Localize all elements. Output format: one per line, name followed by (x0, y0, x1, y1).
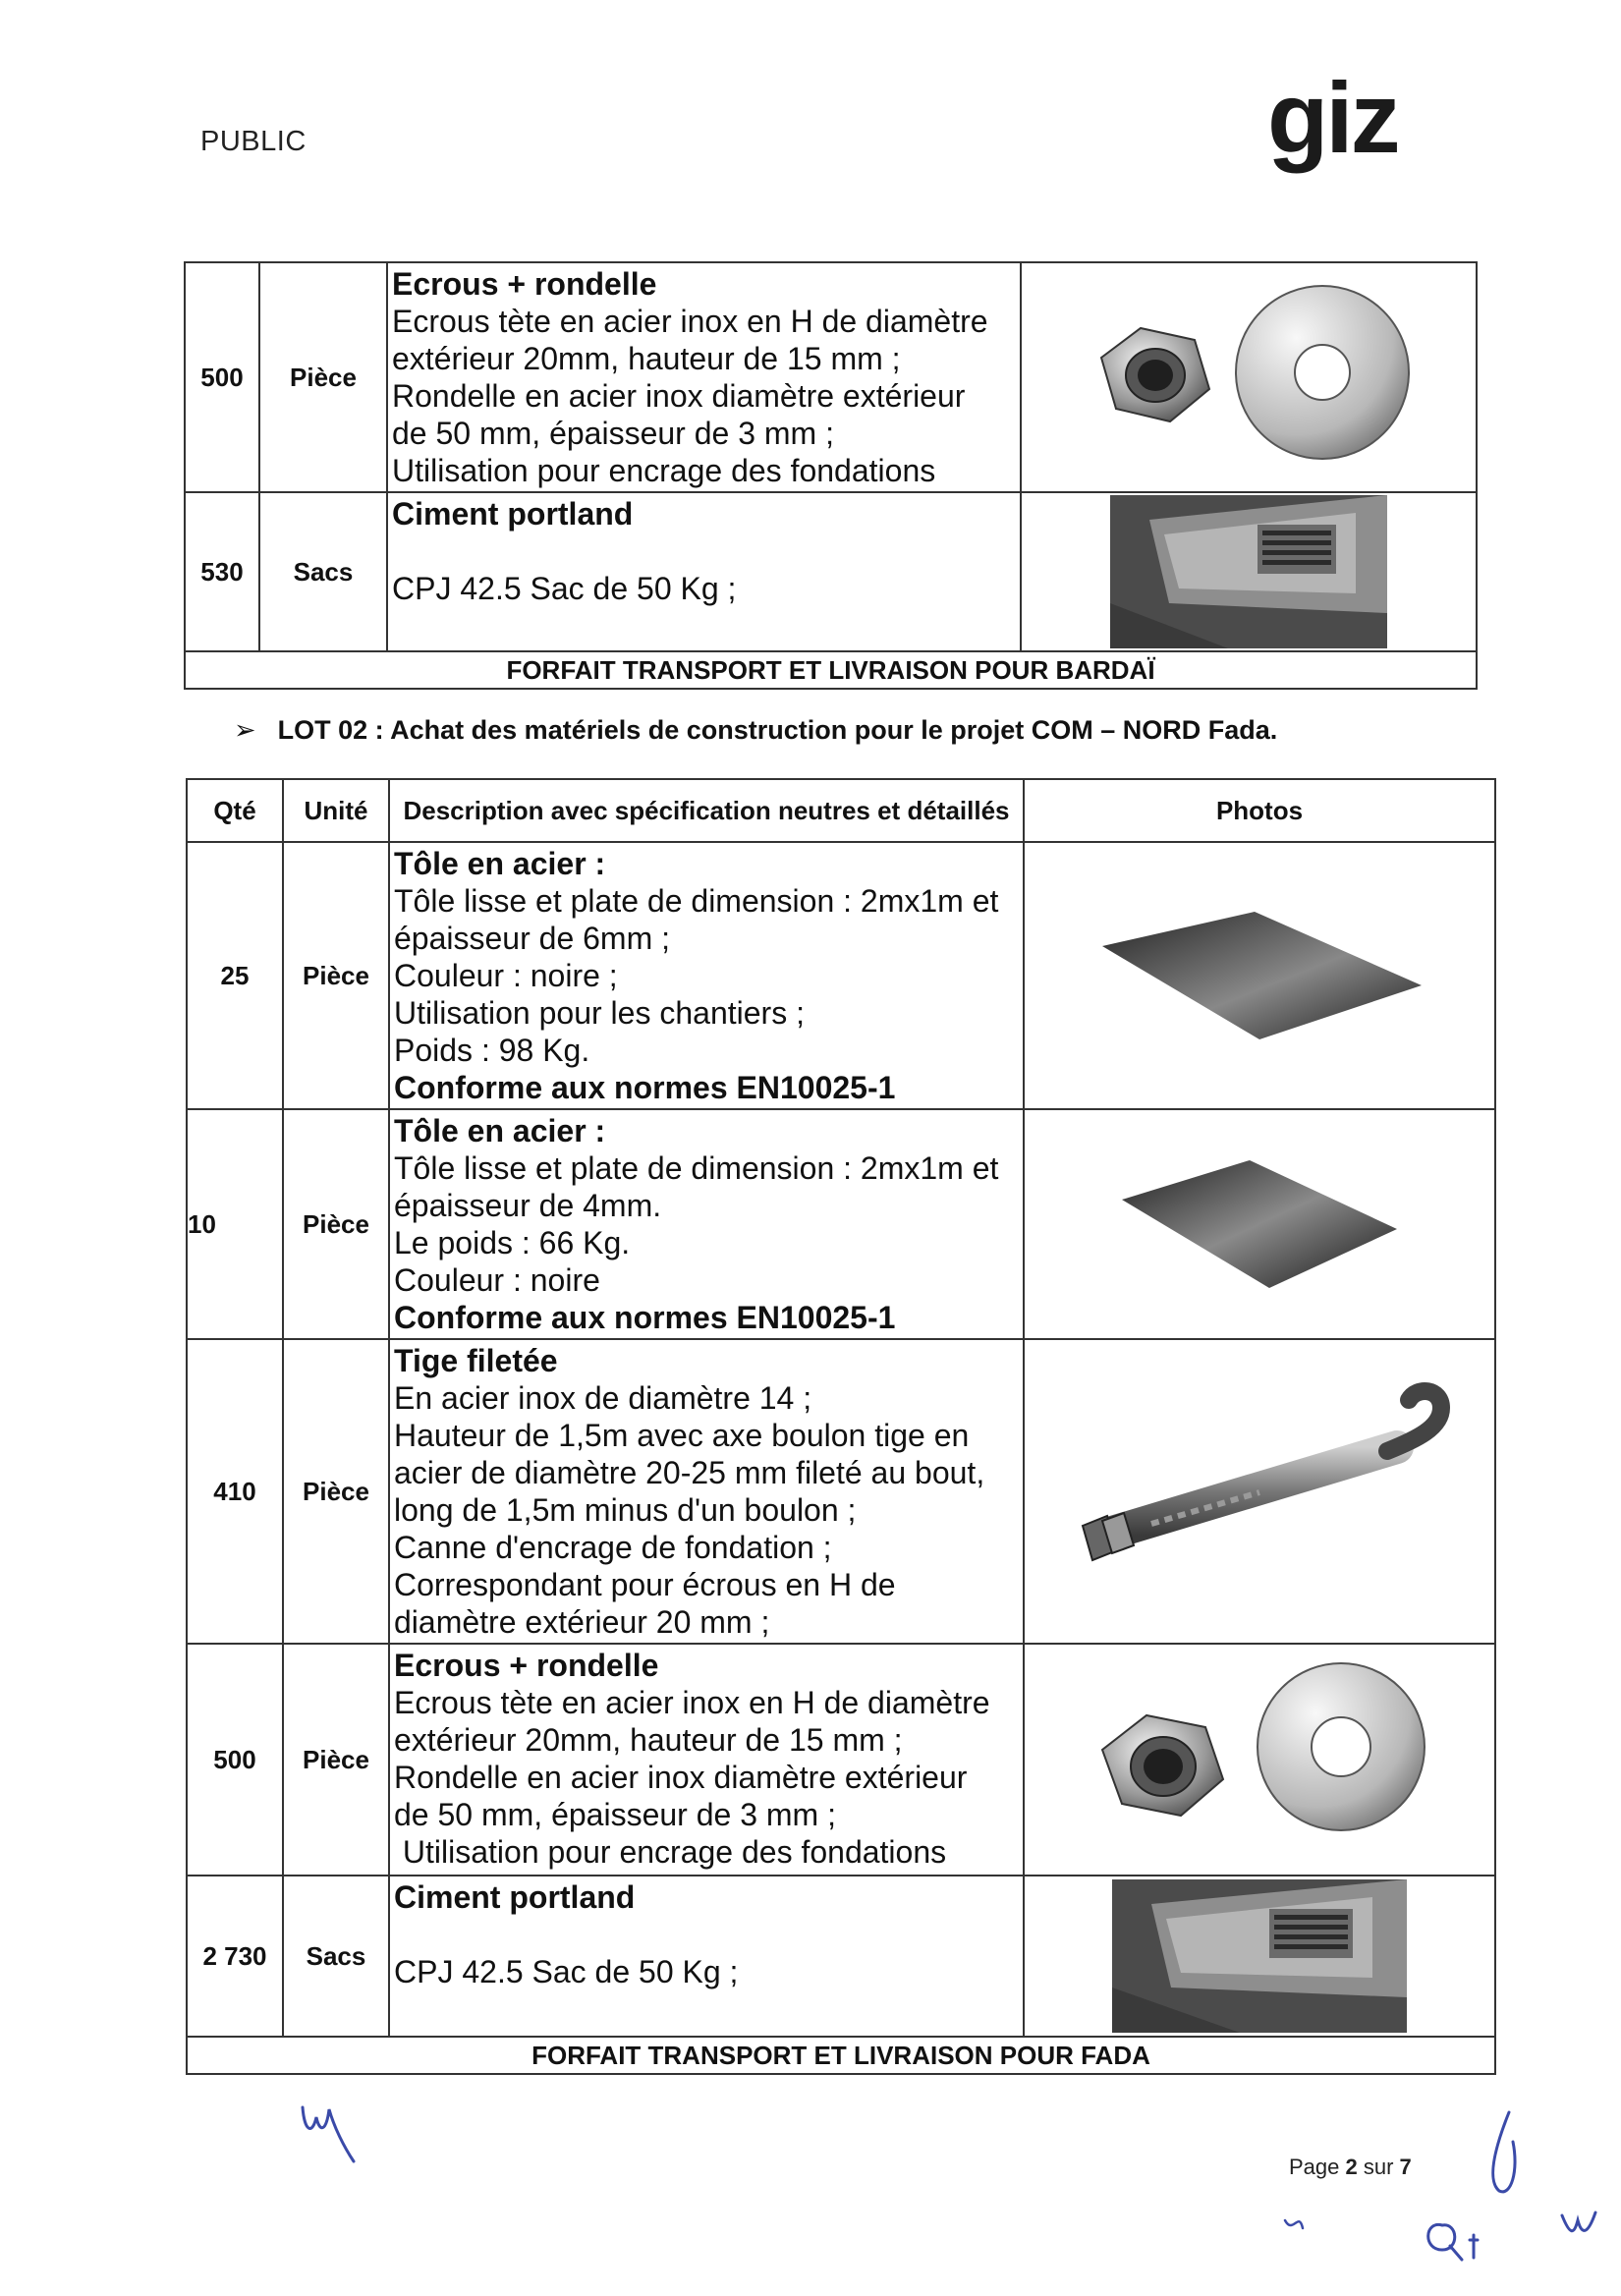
photo-cell (1024, 842, 1495, 1109)
classification-label: PUBLIC (200, 126, 307, 157)
steel-sheet-photo (1112, 1155, 1407, 1293)
description-cell (389, 1876, 1024, 2037)
giz-logo: giz (1267, 62, 1398, 174)
spec-line: Couleur : noire (394, 1262, 600, 1298)
spec-line: long de 1,5m minus d'un boulon ; (394, 1492, 857, 1528)
item-title: Ecrous + rondelle (392, 266, 657, 302)
table-row (187, 1109, 1495, 1339)
table-row (187, 842, 1495, 1109)
lot-heading-text: LOT 02 : Achat des matériels de construction pour le projet COM – NORD Fada. (277, 715, 1278, 745)
quantity-cell: 25 (187, 842, 283, 1109)
norm-line: Conforme aux normes EN10025-1 (394, 1300, 896, 1335)
spec-line: de 50 mm, épaisseur de 3 mm ; (394, 1797, 836, 1832)
photo-cell (1021, 492, 1477, 651)
quantity-cell: 500 (187, 1644, 283, 1876)
item-title: Ecrous + rondelle (394, 1648, 659, 1683)
photo-cell (1021, 262, 1477, 492)
description-cell (389, 842, 1024, 1109)
transport-forfait-label: FORFAIT TRANSPORT ET LIVRAISON POUR FADA (187, 2037, 1495, 2074)
unit-cell: Pièce (283, 1339, 389, 1644)
spec-line: Couleur : noire ; (394, 958, 618, 993)
item-title: Ciment portland (394, 1879, 636, 1915)
table-row (185, 262, 1477, 492)
spec-line: Tôle lisse et plate de dimension : 2mx1m et (394, 1150, 999, 1186)
description-cell (387, 262, 1021, 492)
header-qty: Qté (187, 779, 283, 842)
materials-table-bardai (184, 261, 1478, 690)
spec-line: Le poids : 66 Kg. (394, 1225, 631, 1260)
materials-table-fada (186, 778, 1496, 2075)
handwritten-initial-mark (295, 2088, 373, 2166)
description-cell (389, 1109, 1024, 1339)
cement-bag-photo (1112, 1879, 1407, 2033)
spec-line: Ecrous tète en acier inox en H de diamètre (394, 1685, 990, 1720)
quantity-cell: 10 (187, 1109, 283, 1339)
spec-line: Correspondant pour écrous en H de (394, 1567, 896, 1602)
quantity-cell: 410 (187, 1339, 283, 1644)
spec-line: épaisseur de 4mm. (394, 1188, 662, 1223)
item-title: Tôle en acier : (394, 1113, 606, 1148)
spec-line: diamètre extérieur 20 mm ; (394, 1604, 770, 1640)
photo-cell (1024, 1109, 1495, 1339)
spec-line: acier de diamètre 20-25 mm fileté au bout, (394, 1455, 985, 1490)
unit-cell: Sacs (259, 492, 387, 651)
table-footer-row (187, 2037, 1495, 2074)
table-row (187, 1339, 1495, 1644)
header-photos: Photos (1024, 779, 1495, 842)
item-title: Tige filetée (394, 1343, 558, 1378)
page-number (1289, 2155, 1412, 2180)
header-description: Description avec spécification neutres et détaillés (389, 779, 1024, 842)
description-cell (389, 1644, 1024, 1876)
cement-bag-photo (1110, 495, 1387, 648)
page-total: 7 (1399, 2155, 1412, 2179)
spec-line: Tôle lisse et plate de dimension : 2mx1m et (394, 883, 999, 919)
photo-cell (1024, 1644, 1495, 1876)
unit-cell: Pièce (283, 1644, 389, 1876)
steel-sheet-photo (1092, 907, 1426, 1044)
lot-heading (234, 715, 1277, 746)
spec-line: CPJ 42.5 Sac de 50 Kg ; (392, 571, 737, 606)
spec-line: de 50 mm, épaisseur de 3 mm ; (392, 416, 834, 451)
transport-forfait-label: FORFAIT TRANSPORT ET LIVRAISON POUR BARDAÏ (185, 651, 1477, 689)
table-header-row (187, 779, 1495, 842)
spec-line: CPJ 42.5 Sac de 50 Kg ; (394, 1954, 739, 1989)
description-cell (389, 1339, 1024, 1644)
page-number-middle: sur (1357, 2155, 1400, 2179)
nut-and-washer-photo (1062, 279, 1435, 476)
spec-line: Ecrous tète en acier inox en H de diamètre (392, 304, 988, 339)
spec-line: Utilisation pour encrage des fondations (394, 1834, 947, 1870)
spec-line: Hauteur de 1,5m avec axe boulon tige en (394, 1418, 970, 1453)
spec-line: Poids : 98 Kg. (394, 1033, 590, 1068)
unit-cell: Pièce (259, 262, 387, 492)
quantity-cell: 500 (185, 262, 259, 492)
unit-cell: Pièce (283, 1109, 389, 1339)
table-row (185, 492, 1477, 651)
norm-line: Conforme aux normes EN10025-1 (394, 1070, 896, 1105)
page-number-prefix: Page (1289, 2155, 1346, 2179)
anchor-rod-photo (1063, 1378, 1456, 1604)
spec-line: En acier inox de diamètre 14 ; (394, 1380, 812, 1416)
spec-line: Rondelle en acier inox diamètre extérieur (394, 1760, 968, 1795)
unit-cell: Sacs (283, 1876, 389, 2037)
spec-line: Utilisation pour encrage des fondations (392, 453, 936, 488)
spec-line: Rondelle en acier inox diamètre extérieur (392, 378, 966, 414)
table-row (187, 1876, 1495, 2037)
table-row (187, 1644, 1495, 1876)
spec-line: Utilisation pour les chantiers ; (394, 995, 805, 1031)
quantity-cell: 530 (185, 492, 259, 651)
description-cell (387, 492, 1021, 651)
unit-cell: Pièce (283, 842, 389, 1109)
photo-cell (1024, 1876, 1495, 2037)
photo-cell (1024, 1339, 1495, 1644)
header-unit: Unité (283, 779, 389, 842)
table-footer-row (185, 651, 1477, 689)
spec-line: épaisseur de 6mm ; (394, 921, 671, 956)
item-title: Tôle en acier : (394, 846, 606, 881)
quantity-cell: 2 730 (187, 1876, 283, 2037)
spec-line: extérieur 20mm, hauteur de 15 mm ; (392, 341, 901, 376)
handwritten-signature (1277, 2102, 1611, 2289)
page-current: 2 (1345, 2155, 1358, 2179)
spec-line: extérieur 20mm, hauteur de 15 mm ; (394, 1722, 903, 1758)
nut-and-washer-photo (1068, 1656, 1451, 1863)
spec-line: Canne d'encrage de fondation ; (394, 1530, 832, 1565)
arrow-bullet-icon: ➢ (234, 715, 256, 745)
item-title: Ciment portland (392, 496, 634, 532)
